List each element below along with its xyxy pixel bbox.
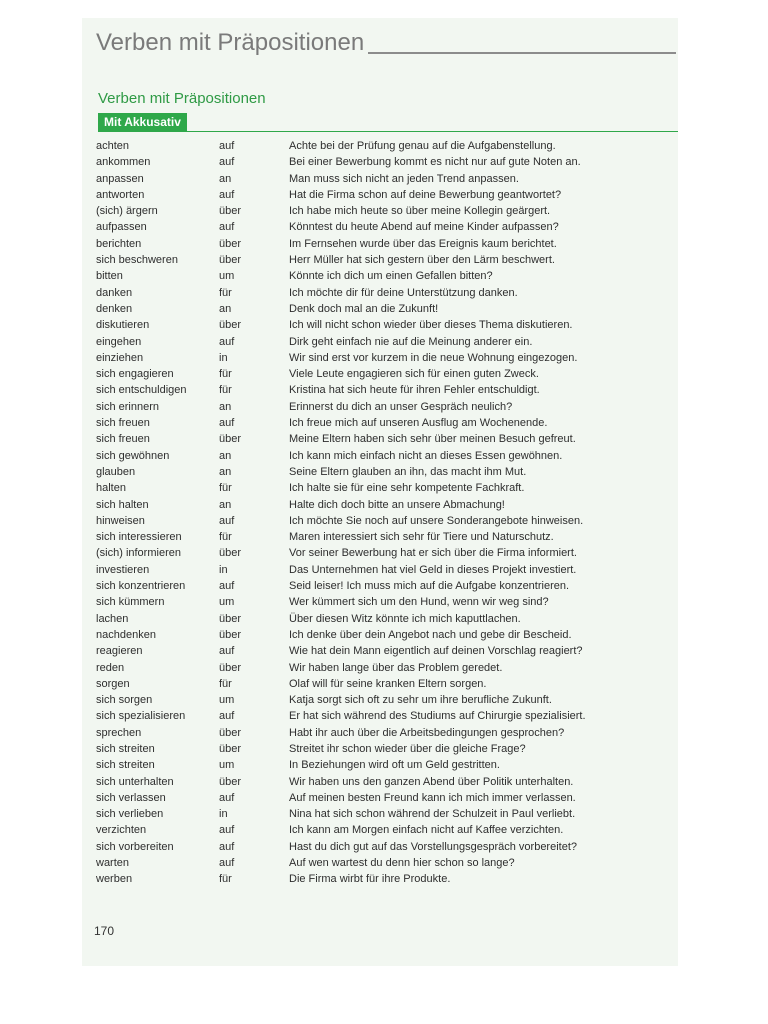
subsection-header [98,113,678,132]
preposition: an [219,400,232,413]
preposition: über [219,254,242,267]
example-sentence: Bei einer Bewerbung kommt es nicht nur auf gute Noten an. [289,156,581,169]
preposition: über [219,205,242,218]
verb: antworten [96,188,145,201]
verb-list [96,138,676,888]
preposition: für [219,482,232,495]
preposition: auf [219,840,235,853]
example-sentence: Er hat sich während des Studiums auf Chirurgie spezialisiert. [289,710,586,723]
example-sentence: In Beziehungen wird oft um Geld gestritten. [289,759,500,772]
list-item [96,545,676,561]
example-sentence: Katja sorgt sich oft zu sehr um ihre berufliche Zukunft. [289,694,552,707]
example-sentence: Seine Eltern glauben an ihn, das macht ihm Mut. [289,465,527,478]
list-item [96,741,676,757]
list-item [96,382,676,398]
preposition: auf [219,156,235,169]
list-item [96,822,676,838]
verb: sich engagieren [96,368,174,381]
example-sentence: Ich möchte Sie noch auf unsere Sonderangebote hinweisen. [289,514,584,527]
list-item [96,774,676,790]
preposition: auf [219,710,235,723]
example-sentence: Ich habe mich heute so über meine Kollegin geärgert. [289,205,551,218]
preposition: auf [219,140,235,152]
preposition: über [219,726,242,739]
preposition: um [219,759,235,772]
example-sentence: Hat die Firma schon auf deine Bewerbung geantwortet? [289,188,562,201]
preposition: in [219,351,228,364]
example-sentence: Ich freue mich auf unseren Ausflug am Wochenende. [289,417,548,430]
preposition: in [219,563,228,576]
page-header [96,26,676,60]
list-item [96,513,676,529]
example-sentence: Könntest du heute Abend auf meine Kinder aufpassen? [289,221,559,234]
verb: sich streiten [96,742,155,755]
title-divider [368,52,676,54]
preposition: auf [219,335,235,348]
section-title: Verben mit Präpositionen [98,90,266,107]
verb: verzichten [96,824,147,837]
preposition: über [219,612,242,625]
verb: sich freuen [96,417,150,430]
verb: sich sorgen [96,694,153,707]
list-item [96,627,676,643]
verb: achten [96,140,130,152]
list-item [96,871,676,887]
list-item [96,415,676,431]
verb: halten [96,482,126,495]
list-item [96,138,676,154]
list-item [96,187,676,203]
list-item [96,285,676,301]
verb: lachen [96,612,129,625]
preposition: auf [219,188,235,201]
preposition: für [219,873,232,886]
verb: anpassen [96,172,144,185]
preposition: auf [219,645,235,658]
list-item [96,203,676,219]
example-sentence: Auf wen wartest du denn hier schon so lange? [289,857,515,870]
verb: werben [96,873,133,886]
example-sentence: Ich möchte dir für deine Unterstützung danken. [289,286,518,299]
example-sentence: Auf meinen besten Freund kann ich mich immer verlassen. [289,791,576,804]
list-item [96,757,676,773]
list-item [96,350,676,366]
preposition: für [219,368,232,381]
verb: sich halten [96,498,149,511]
verb: einziehen [96,351,144,364]
list-item [96,317,676,333]
example-sentence: Die Firma wirbt für ihre Produkte. [289,873,451,886]
preposition: um [219,694,235,707]
list-item [96,448,676,464]
verb: denken [96,302,133,315]
preposition: auf [219,417,235,430]
example-sentence: Dirk geht einfach nie auf die Meinung anderer ein. [289,335,533,348]
preposition: um [219,596,235,609]
verb: hinweisen [96,514,145,527]
verb: sich konzentrieren [96,580,186,593]
list-item [96,725,676,741]
page-title: Verben mit Präpositionen [96,29,365,56]
example-sentence: Meine Eltern haben sich sehr über meinen Besuch gefreut. [289,433,576,446]
list-item [96,154,676,170]
preposition: über [219,237,242,250]
verb: ankommen [96,156,151,169]
preposition: an [219,465,232,478]
verb: (sich) informieren [96,547,181,560]
verb: sich verlassen [96,791,166,804]
preposition: auf [219,580,235,593]
verb: warten [96,857,130,870]
list-item [96,252,676,268]
preposition: über [219,628,242,641]
verb: sich spezialisieren [96,710,186,723]
preposition: um [219,270,235,283]
list-item [96,578,676,594]
verb: nachdenken [96,628,156,641]
list-item [96,219,676,235]
list-item [96,790,676,806]
example-sentence: Vor seiner Bewerbung hat er sich über die Firma informiert. [289,547,577,560]
verb: glauben [96,465,136,478]
example-sentence: Hast du dich gut auf das Vorstellungsgespräch vorbereitet? [289,840,578,853]
example-sentence: Maren interessiert sich sehr für Tiere und Naturschutz. [289,531,554,544]
list-item [96,562,676,578]
verb: sich gewöhnen [96,449,170,462]
list-item [96,611,676,627]
preposition: in [219,808,228,821]
page-number: 170 [94,924,115,938]
example-sentence: Ich denke über dein Angebot nach und gebe dir Bescheid. [289,628,572,641]
preposition: für [219,384,232,397]
verb: reagieren [96,645,143,658]
example-sentence: Viele Leute engagieren sich für einen guten Zweck. [289,368,539,381]
list-item [96,497,676,513]
preposition: über [219,547,242,560]
accusative-badge: Mit Akkusativ [98,113,187,132]
preposition: auf [219,857,235,870]
list-item [96,464,676,480]
example-sentence: Wer kümmert sich um den Hund, wenn wir weg sind? [289,596,549,609]
verb: bitten [96,270,123,283]
list-item [96,366,676,382]
example-sentence: Streitet ihr schon wieder über die gleiche Frage? [289,742,526,755]
list-item [96,301,676,317]
preposition: an [219,302,232,315]
example-sentence: Ich will nicht schon wieder über dieses Thema diskutieren. [289,319,573,332]
example-sentence: Könnte ich dich um einen Gefallen bitten? [289,270,493,283]
verb: danken [96,286,133,299]
verb: sich entschuldigen [96,384,187,397]
list-item [96,171,676,187]
verb: investieren [96,563,150,576]
verb: sich vorbereiten [96,840,174,853]
preposition: über [219,742,242,755]
list-item [96,529,676,545]
example-sentence: Nina hat sich schon während der Schulzeit in Paul verliebt. [289,808,576,821]
example-sentence: Das Unternehmen hat viel Geld in dieses Projekt investiert. [289,563,577,576]
example-sentence: Habt ihr auch über die Arbeitsbedingungen gesprochen? [289,726,565,739]
example-sentence: Erinnerst du dich an unser Gespräch neulich? [289,400,513,413]
example-sentence: Wir sind erst vor kurzem in die neue Wohnung eingezogen. [289,351,578,364]
preposition: auf [219,791,235,804]
list-item [96,839,676,855]
preposition: an [219,172,232,185]
example-sentence: Kristina hat sich heute für ihren Fehler entschuldigt. [289,384,540,397]
preposition: auf [219,221,235,234]
preposition: über [219,319,242,332]
list-item [96,855,676,871]
verb: reden [96,661,125,674]
verb: sprechen [96,726,142,739]
example-sentence: Ich kann am Morgen einfach nicht auf Kaffee verzichten. [289,824,564,837]
verb: sich freuen [96,433,150,446]
preposition: auf [219,824,235,837]
list-item [96,660,676,676]
example-sentence: Seid leiser! Ich muss mich auf die Aufgabe konzentrieren. [289,580,570,593]
verb: sich streiten [96,759,155,772]
document-page [82,18,678,966]
list-item [96,676,676,692]
list-item [96,236,676,252]
verb: sich verlieben [96,808,164,821]
example-sentence: Wie hat dein Mann eigentlich auf deinen Vorschlag reagiert? [289,645,583,658]
example-sentence: Herr Müller hat sich gestern über den Lärm beschwert. [289,254,555,267]
example-sentence: Olaf will für seine kranken Eltern sorgen. [289,677,487,690]
list-item [96,806,676,822]
preposition: über [219,661,242,674]
list-item [96,480,676,496]
example-sentence: Denk doch mal an die Zukunft! [289,302,439,315]
example-sentence: Wir haben lange über das Problem geredet. [289,661,503,674]
list-item [96,334,676,350]
list-item [96,692,676,708]
preposition: auf [219,514,235,527]
preposition: über [219,775,242,788]
preposition: an [219,449,232,462]
verb: sich beschweren [96,254,178,267]
preposition: für [219,286,232,299]
example-sentence: Achte bei der Prüfung genau auf die Aufgabenstellung. [289,140,556,152]
list-item [96,594,676,610]
list-item [96,268,676,284]
preposition: an [219,498,232,511]
verb: sorgen [96,677,130,690]
example-sentence: Ich kann mich einfach nicht an dieses Essen gewöhnen. [289,449,563,462]
preposition: für [219,531,232,544]
list-item [96,708,676,724]
verb: (sich) ärgern [96,205,158,218]
example-sentence: Man muss sich nicht an jeden Trend anpassen. [289,172,519,185]
preposition: über [219,433,242,446]
list-item [96,399,676,415]
list-item [96,643,676,659]
example-sentence: Über diesen Witz könnte ich mich kaputtlachen. [289,612,521,625]
verb: sich erinnern [96,400,159,413]
example-sentence: Ich halte sie für eine sehr kompetente Fachkraft. [289,482,525,495]
verb: berichten [96,237,142,250]
verb: sich interessieren [96,531,182,544]
badge-divider [187,131,678,132]
verb: diskutieren [96,319,150,332]
preposition: für [219,677,232,690]
verb: sich unterhalten [96,775,174,788]
verb: sich kümmern [96,596,165,609]
example-sentence: Halte dich doch bitte an unsere Abmachung! [289,498,505,511]
verb: eingehen [96,335,142,348]
example-sentence: Im Fernsehen wurde über das Ereignis kaum berichtet. [289,237,557,250]
verb: aufpassen [96,221,147,234]
list-item [96,431,676,447]
example-sentence: Wir haben uns den ganzen Abend über Politik unterhalten. [289,775,574,788]
